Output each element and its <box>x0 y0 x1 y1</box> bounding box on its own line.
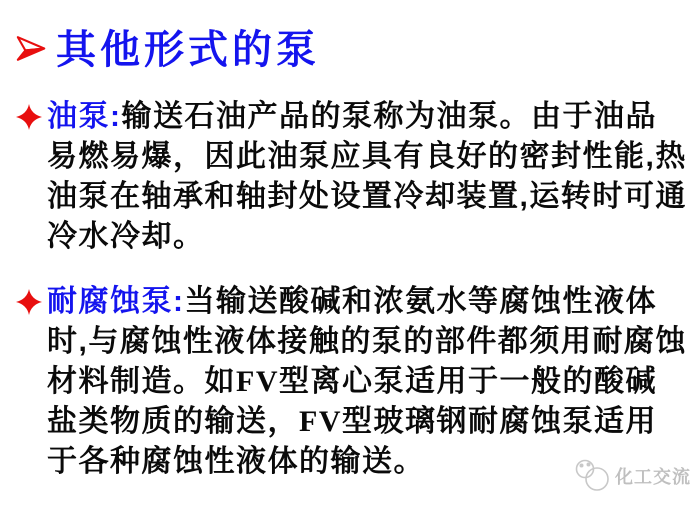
body-text: 于各种腐蚀性液体的输送。 <box>47 445 425 478</box>
title-row <box>15 18 320 75</box>
body-text: 时,与腐蚀性液体接触的泵的部件都须用耐腐蚀 <box>47 325 687 358</box>
body-text: 当输送酸碱和浓氨水等腐蚀性液体 <box>184 285 657 318</box>
text-line <box>47 362 694 402</box>
watermark <box>572 457 691 495</box>
arrowhead-3d-icon <box>15 34 47 68</box>
body-text: FV <box>299 405 342 438</box>
body-text: 型离心泵适用于一般的酸碱 <box>279 365 657 398</box>
text-line <box>47 97 694 137</box>
body-paragraphs <box>16 97 694 507</box>
body-text: 油泵在轴承和轴封处设置冷却装置,运转时可通 <box>47 180 687 213</box>
body-text: FV <box>236 365 279 398</box>
page-title: 其他形式的泵 <box>56 28 320 72</box>
panda-circles-logo-icon <box>572 457 612 495</box>
bullet-paragraph <box>16 97 694 257</box>
term-text: 油泵: <box>47 100 122 133</box>
text-line <box>47 402 694 442</box>
bullet-paragraph <box>16 282 694 482</box>
body-text: 型玻璃钢耐腐蚀泵适用 <box>342 405 657 438</box>
text-line <box>47 322 694 362</box>
body-text: 冷水冷却。 <box>47 220 205 253</box>
four-pointed-star-icon <box>16 104 42 130</box>
body-text: 材料制造。如 <box>47 365 236 398</box>
body-text: 盐类物质的输送， <box>47 405 299 438</box>
text-line <box>47 137 694 177</box>
body-text: 易燃易爆，因此油泵应具有良好的密封性能,热 <box>47 140 687 173</box>
text-line <box>47 177 694 217</box>
four-pointed-star-icon <box>16 289 42 315</box>
text-line <box>47 217 694 257</box>
term-text: 耐腐蚀泵: <box>47 285 185 318</box>
body-text: 输送石油产品的泵称为油泵。由于油品 <box>121 100 657 133</box>
watermark-label: 化工交流 <box>615 467 691 487</box>
text-line <box>47 282 694 322</box>
